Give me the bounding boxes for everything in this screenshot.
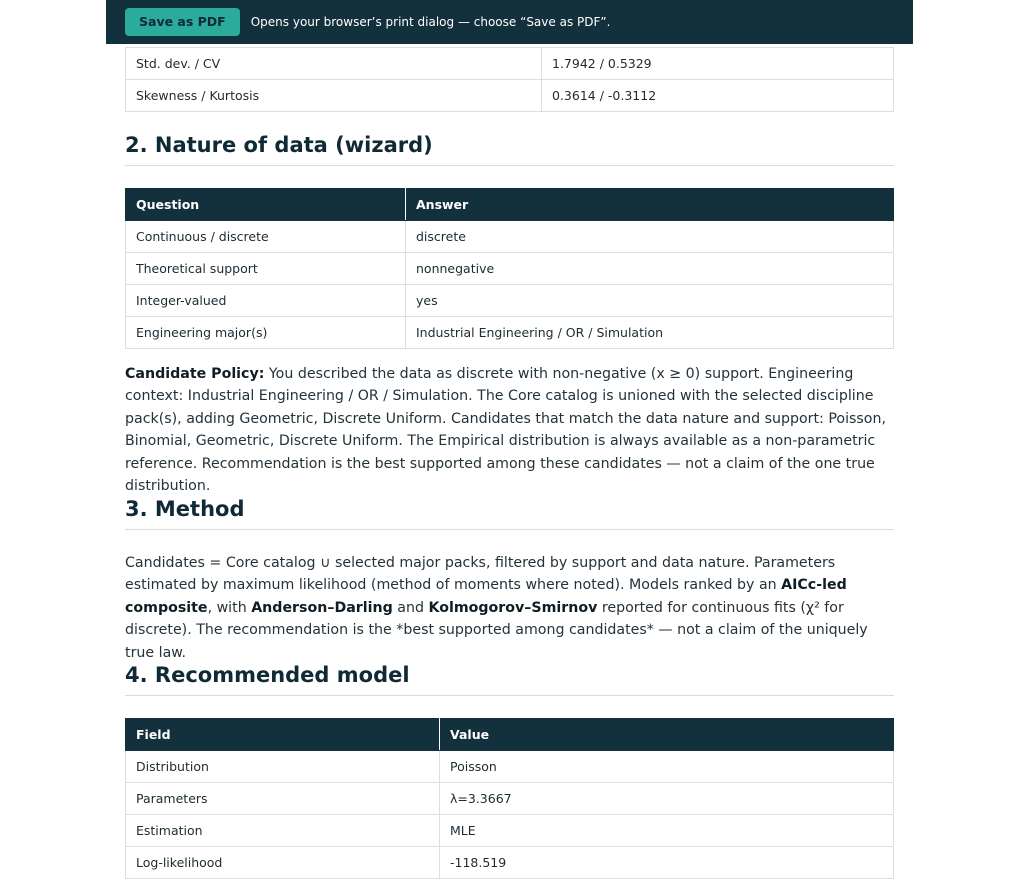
candidate-policy-paragraph [125,363,894,497]
column-header: Question [126,189,406,221]
table-cell: Std. dev. / CV [126,48,542,80]
table-cell: 0.3614 / -0.3112 [542,80,894,112]
table-header-row [126,719,894,751]
table-row [126,751,894,783]
method-text: , with [207,599,252,616]
table-cell: Parameters [126,783,440,815]
nature-of-data-table [125,188,894,349]
table-row [126,80,894,112]
summary-stats-table [125,47,894,112]
section-heading-method: 3. Method [125,497,894,530]
table-cell: Theoretical support [126,253,406,285]
table-row [126,48,894,80]
column-header: Value [440,719,894,751]
table-cell: discrete [406,221,894,253]
method-paragraph [125,552,894,664]
table-cell: Estimation [126,815,440,847]
table-cell: nonnegative [406,253,894,285]
table-row [126,317,894,349]
method-text: and [392,599,429,616]
section-heading-nature: 2. Nature of data (wizard) [125,133,894,166]
candidate-policy-label: Candidate Policy: [125,366,265,382]
table-cell: yes [406,285,894,317]
table-row [126,285,894,317]
table-cell: MLE [440,815,894,847]
table-cell: Log-likelihood [126,847,440,879]
method-text: reported for continuous fits (χ² for discrete). The recommendation is the *best supported among candidates* — not a claim of the uniquely true law. [125,599,868,661]
table-row [126,815,894,847]
method-text: Candidates = Core catalog ∪ selected major packs, filtered by support and data nature. Parameters estimated by maximum likelihood (method of moments where noted). Models ranked by an [125,555,836,594]
method-emphasis: Anderson–Darling [251,599,393,616]
table-cell: Continuous / discrete [126,221,406,253]
table-cell: λ=3.3667 [440,783,894,815]
table-cell: 1.7942 / 0.5329 [542,48,894,80]
table-header-row [126,189,894,221]
table-cell: Distribution [126,751,440,783]
table-cell: Engineering major(s) [126,317,406,349]
method-emphasis: Kolmogorov–Smirnov [428,599,598,616]
print-hint: Opens your browser’s print dialog — choose “Save as PDF”. [250,15,611,29]
table-cell: Poisson [440,751,894,783]
section-heading-recommended: 4. Recommended model [125,663,894,696]
table-cell: Skewness / Kurtosis [126,80,542,112]
table-cell: Industrial Engineering / OR / Simulation [406,317,894,349]
table-row [126,783,894,815]
print-toolbar [106,0,913,44]
table-cell: -118.519 [440,847,894,879]
table-row [126,847,894,879]
method-emphasis: AICc-led composite [125,577,847,616]
save-as-pdf-button[interactable]: Save as PDF [125,8,240,36]
candidate-policy-text: You described the data as discrete with non-negative (x ≥ 0) support. Engineering context: Industrial Engineering / OR / Simulation. The Core catalog is unioned with the selected discipline pack(s), adding Geometric, Discrete Uniform. Candidates that match the data nature and support: Poisson, Binomial, Geometric, Discrete Uniform. The Empirical distribution is always available as a non-parametric reference. Recommendation is the best supported among these candidates — not a claim of the one true distribution. [125,366,886,495]
table-row [126,253,894,285]
table-row [126,221,894,253]
column-header: Field [126,719,440,751]
column-header: Answer [406,189,894,221]
table-cell: Integer-valued [126,285,406,317]
recommended-model-table [125,718,894,879]
